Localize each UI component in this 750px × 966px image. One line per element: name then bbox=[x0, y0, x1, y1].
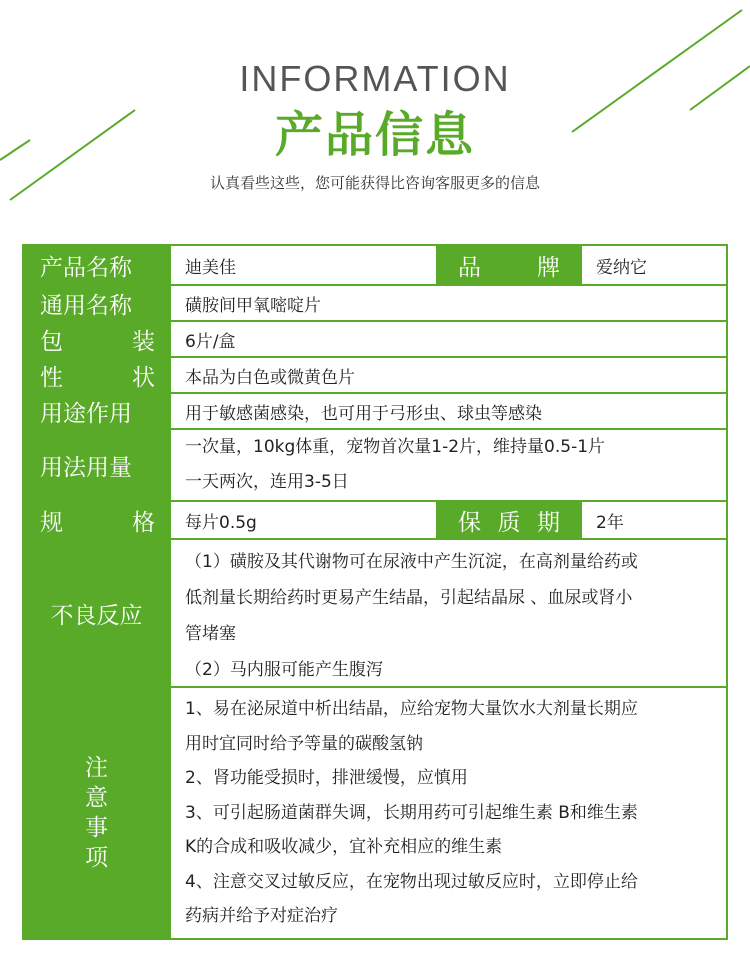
label-adverse: 不良反应 bbox=[24, 540, 169, 686]
row-adverse bbox=[24, 540, 726, 688]
dosage-line: 一次量，10kg体重，宠物首次量1-2片，维持量0.5-1片 bbox=[185, 437, 606, 457]
value-brand: 爱纳它 bbox=[580, 246, 726, 284]
value-adverse bbox=[169, 540, 726, 686]
subtitle: 认真看些这些，您可能获得比咨询客服更多的信息 bbox=[209, 174, 540, 192]
label-shelf-life: 保 质 期 bbox=[436, 502, 580, 538]
adverse-line: （1）磺胺及其代谢物可在尿液中产生沉淀，在高剂量给药或 bbox=[185, 552, 638, 572]
row-dosage bbox=[24, 430, 726, 502]
value-notes bbox=[169, 688, 726, 938]
value-shelf-life: 2年 bbox=[580, 502, 726, 538]
row-product-name bbox=[24, 246, 726, 286]
row-generic-name bbox=[24, 286, 726, 322]
label-product-name: 产 品 名 称 bbox=[24, 246, 169, 284]
row-packaging bbox=[24, 322, 726, 358]
notes-line: 4、注意交叉过敏反应，在宠物出现过敏反应时，立即停止给 bbox=[185, 871, 638, 892]
adverse-line: 管堵塞 bbox=[185, 624, 236, 644]
dosage-line: 一天两次，连用3-5日 bbox=[185, 472, 349, 492]
notes-line: 药病并给予对症治疗 bbox=[185, 906, 338, 926]
value-product-name: 迪美佳 bbox=[169, 246, 436, 284]
label-brand: 品 牌 bbox=[436, 246, 580, 284]
value-generic-name: 磺胺间甲氧嘧啶片 bbox=[169, 286, 726, 320]
value-spec: 每片0.5g bbox=[169, 502, 436, 538]
label-spec: 规 格 bbox=[24, 502, 169, 538]
notes-line: K的合成和吸收减少，宜补充相应的维生素 bbox=[185, 837, 503, 857]
label-usage: 用 途 作 用 bbox=[24, 394, 169, 428]
notes-line: 1、易在泌尿道中析出结晶，应给宠物大量饮水大剂量长期应 bbox=[185, 699, 638, 719]
notes-line: 3、可引起肠道菌群失调，长期用药可引起维生素 B和维生素 bbox=[185, 802, 638, 823]
adverse-line: 低剂量长期给药时更易产生结晶，引起结晶尿 、血尿或肾小 bbox=[185, 588, 633, 608]
value-dosage bbox=[169, 430, 726, 500]
heading-chinese: 产品信息 bbox=[274, 107, 475, 163]
value-usage: 用于敏感菌感染，也可用于弓形虫、球虫等感染 bbox=[169, 394, 726, 428]
label-generic-name: 通 用 名 称 bbox=[24, 286, 169, 320]
info-table bbox=[22, 244, 728, 940]
value-appearance: 本品为白色或微黄色片 bbox=[169, 358, 726, 392]
notes-line: 用时宜同时给予等量的碳酸氢钠 bbox=[185, 733, 423, 754]
adverse-line: （2）马内服可能产生腹泻 bbox=[185, 660, 383, 680]
row-notes bbox=[24, 688, 726, 938]
row-spec bbox=[24, 502, 726, 540]
notes-line: 2、肾功能受损时，排泄缓慢，应慎用 bbox=[185, 768, 468, 788]
value-packaging: 6片/盒 bbox=[169, 322, 726, 356]
label-dosage: 用法用量 bbox=[24, 430, 169, 500]
row-appearance bbox=[24, 358, 726, 394]
row-usage bbox=[24, 394, 726, 430]
label-packaging: 包 装 bbox=[24, 322, 169, 356]
label-notes: 注 意 事 项 bbox=[24, 688, 169, 938]
heading-english: INFORMATION bbox=[239, 58, 511, 99]
label-appearance: 性 状 bbox=[24, 358, 169, 392]
